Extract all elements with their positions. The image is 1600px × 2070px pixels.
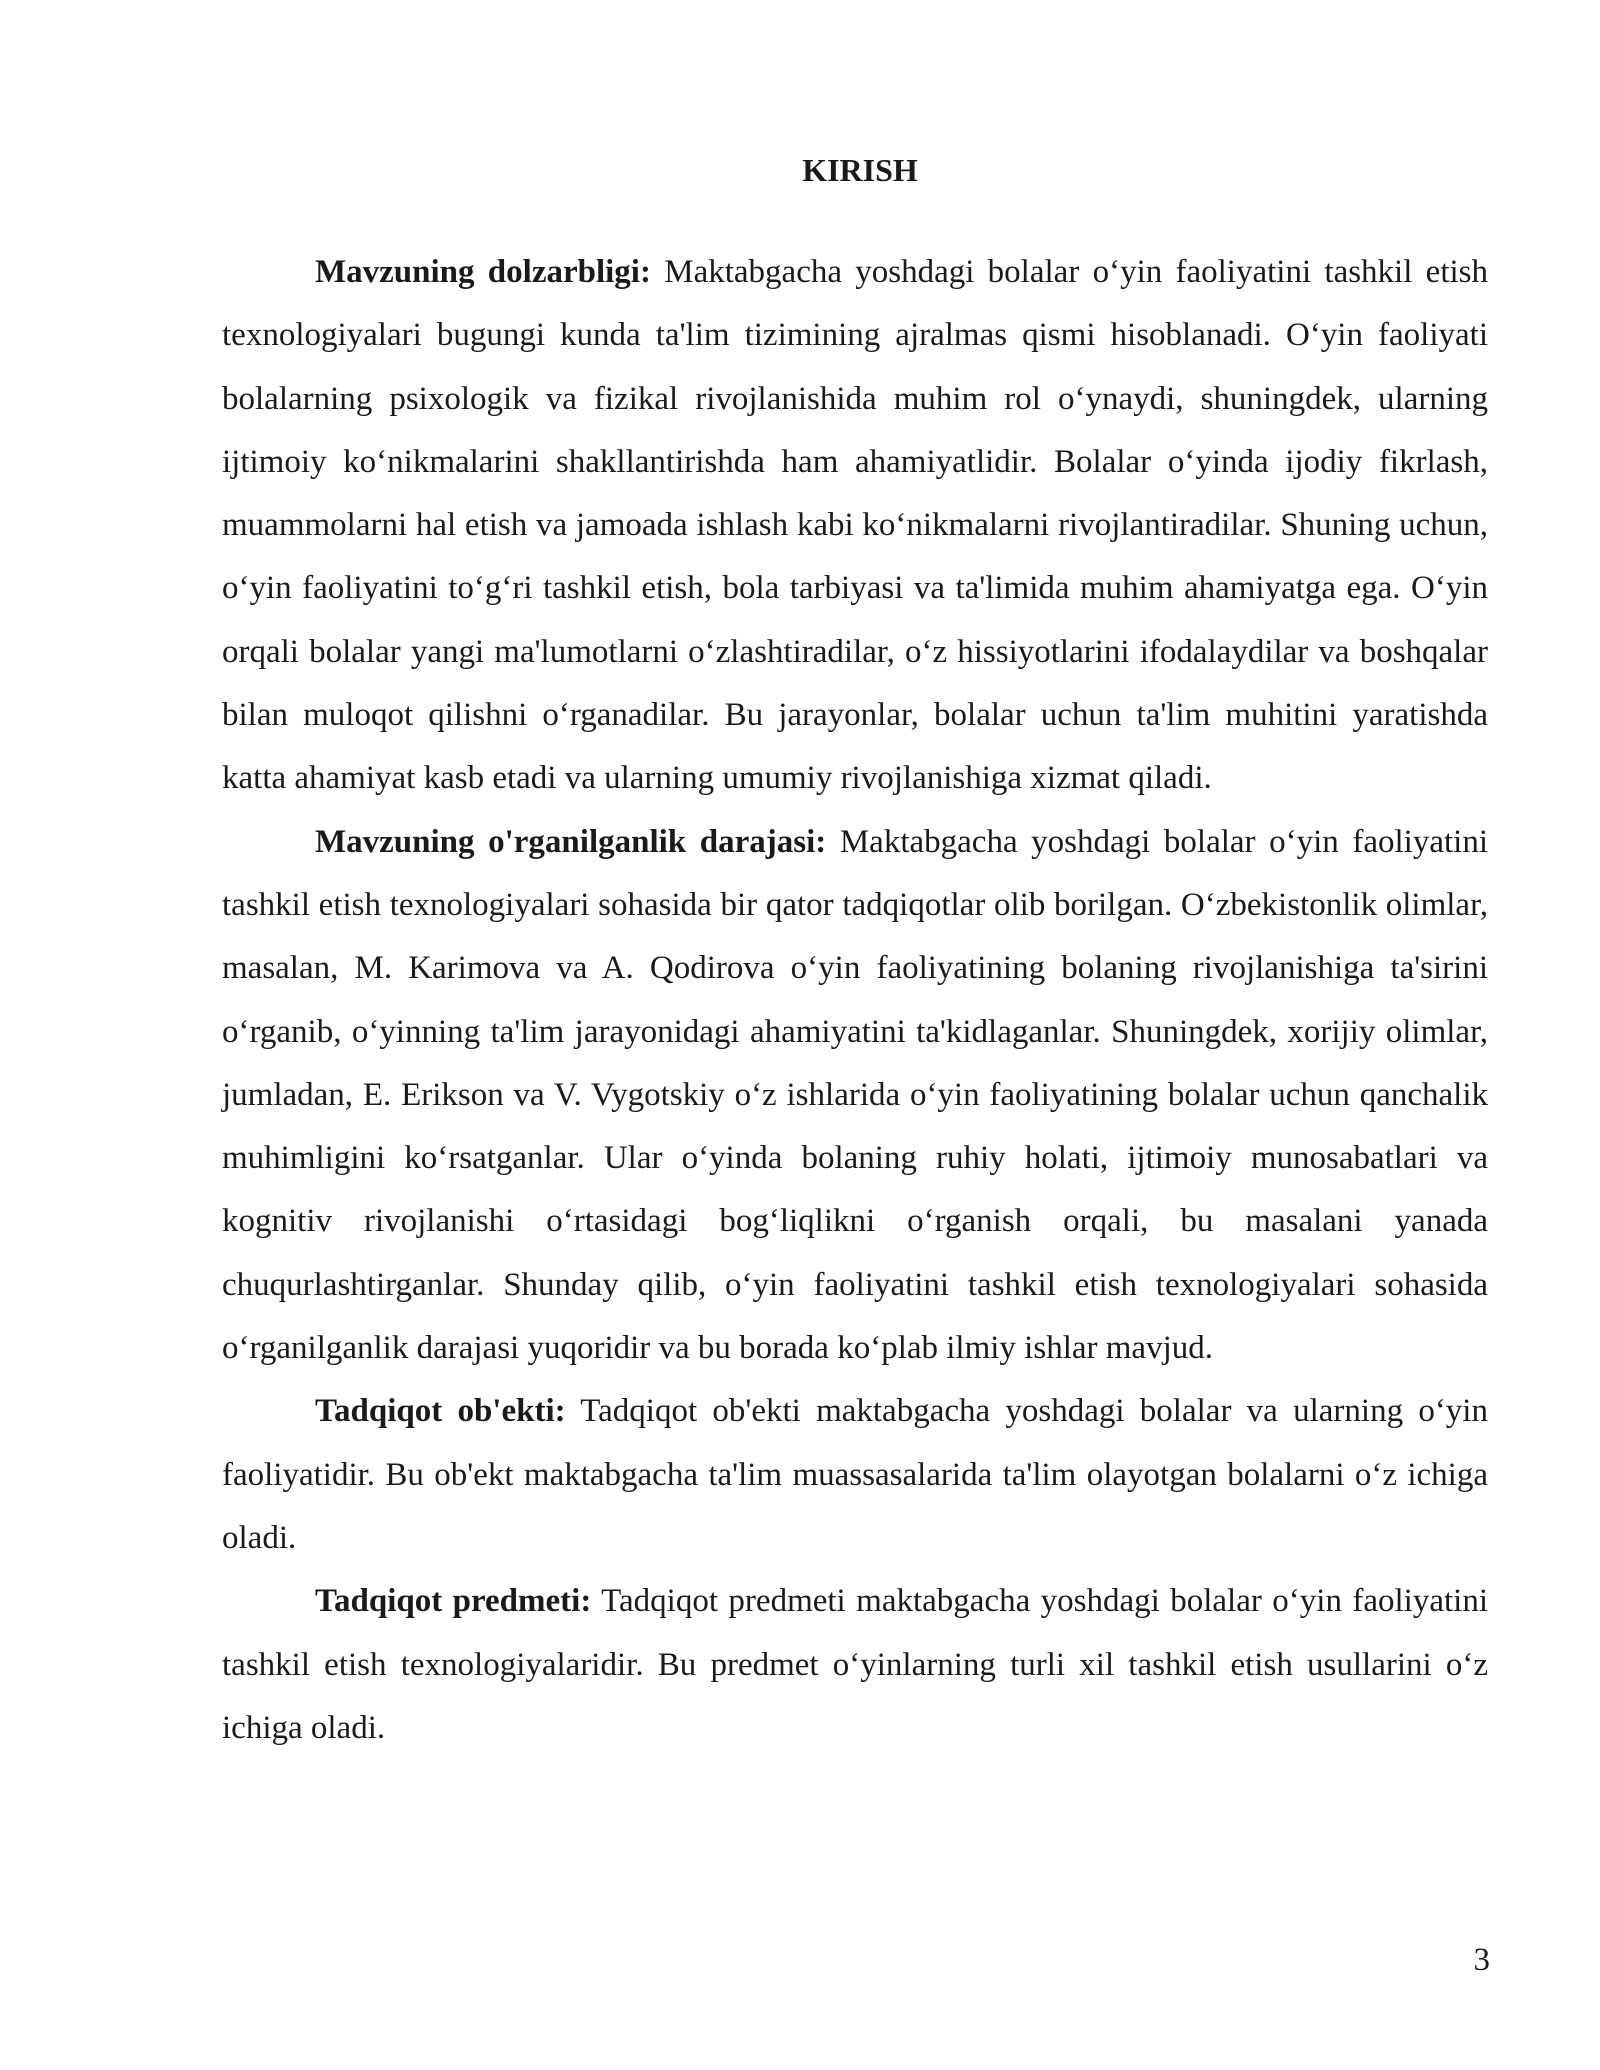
- paragraph-lead: Mavzuning o'rganilganlik darajasi:: [315, 823, 827, 860]
- paragraph-lead: Tadqiqot predmeti:: [315, 1583, 592, 1620]
- page-number: 3: [1473, 1942, 1490, 1978]
- paragraph-study-level: [222, 811, 1488, 1381]
- paragraph-text: Maktabgacha yoshdagi bolalar o‘yin faoliyatini tashkil etish texnologiyalari sohasida bir qator tadqiqotlar olib borilgan. O‘zbekistonlik olimlar, masalan, M. Karimova va A. Qodirova o‘yin faoliyatining bolaning rivojlanishiga ta'sirini o‘rganib, o‘yinning ta'lim jarayonidagi ahamiyatini ta'kidlaganlar. Shuningdek, xorijiy olimlar, jumladan, E. Erikson va V. Vygotskiy o‘z ishlarida o‘yin faoliyatining bolalar uchun qanchalik muhimligini ko‘rsatganlar. Ular o‘yinda bolaning ruhiy holati, ijtimoiy munosabatlari va kognitiv rivojlanishi o‘rtasidagi bog‘liqlikni o‘rganish orqali, bu masalani yanada chuqurlashtirganlar. Shunday qilib, o‘yin faoliyatini tashkil etish texnologiyalari sohasida o‘rganilganlik darajasi yuqoridir va bu borada ko‘plab ilmiy ishlar mavjud.: [222, 823, 1489, 1367]
- paragraph-research-object: [222, 1380, 1488, 1570]
- paragraph-research-subject: [222, 1570, 1488, 1760]
- paragraph-lead: Mavzuning dolzarbligi:: [315, 254, 651, 290]
- page-title: KIRISH: [802, 152, 918, 188]
- document-body: [222, 241, 1488, 1760]
- paragraph-lead: Tadqiqot ob'ekti:: [315, 1393, 566, 1430]
- paragraph-text: Tadqiqot ob'ekti maktabgacha yoshdagi bolalar va ularning o‘yin faoliyatidir. Bu ob'ekt maktabgacha ta'lim muassasalarida ta'lim olayotgan bolalarni o‘z ichiga oladi.: [222, 1393, 1488, 1556]
- paragraph-text: Maktabgacha yoshdagi bolalar o‘yin faoliyatini tashkil etish texnologiyalari bugungi kunda ta'lim tizimining ajralmas qismi hisoblanadi. O‘yin faoliyati bolalarning psixologik va fizikal rivojlanishida muhim rol o‘ynaydi, shuningdek, ularning ijtimoiy ko‘nikmalarini shakllantirishda ham ahamiyatlidir. Bolalar o‘yinda ijodiy fikrlash, muammolarni hal etish va jamoada ishlash kabi ko‘nikmalarni rivojlantiradilar. Shuning uchun, o‘yin faoliyatini to‘g‘ri tashkil etish, bola tarbiyasi va ta'limida muhim ahamiyatga ega. O‘yin orqali bolalar yangi ma'lumotlarni o‘zlashtiradilar, o‘z hissiyotlarini ifodalaydilar va boshqalar bilan muloqot qilishni o‘rganadilar. Bu jarayonlar, bolalar uchun ta'lim muhitini yaratishda katta ahamiyat kasb etadi va ularning umumiy rivojlanishiga xizmat qiladi.: [222, 254, 1488, 797]
- paragraph-text: Tadqiqot predmeti maktabgacha yoshdagi bolalar o‘yin faoliyatini tashkil etish texnologiyalaridir. Bu predmet o‘yinlarning turli xil tashkil etish usullarini o‘z ichiga oladi.: [222, 1583, 1488, 1746]
- paragraph-relevance: [222, 241, 1488, 811]
